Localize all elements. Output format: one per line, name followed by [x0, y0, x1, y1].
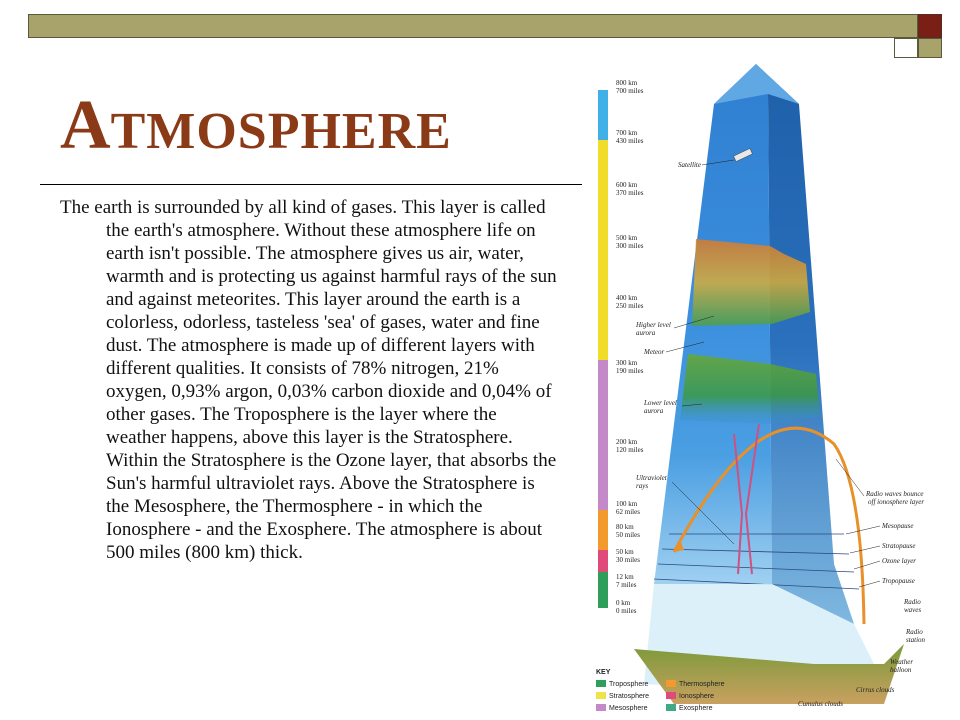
label-satellite: Satellite [678, 161, 701, 169]
key-title: KEY [596, 669, 611, 676]
key-label-thermosphere: Thermosphere [679, 681, 725, 688]
scale-mi-2: 370 miles [616, 189, 644, 197]
title-first-letter: A [60, 87, 111, 164]
scale-km-1: 700 km [616, 129, 638, 137]
label-mesopause: Mesopause [882, 522, 914, 530]
scale-km-2: 600 km [616, 181, 638, 189]
scale-bar-troposphere [598, 572, 608, 608]
scale-mi-6: 120 miles [616, 446, 644, 454]
scale-km-0: 800 km [616, 79, 638, 87]
title-divider [40, 184, 582, 185]
scale-mi-9: 30 miles [616, 556, 640, 564]
label-cirrus: Cirrus clouds [856, 686, 895, 694]
key-swatch-troposphere [596, 680, 606, 687]
label-lower-aurora-1: Lower level [644, 399, 677, 407]
label-lower-aurora-2: aurora [644, 407, 664, 415]
label-radio-station-2: station [906, 636, 926, 644]
label-cumulus: Cumulus clouds [798, 700, 843, 708]
small-white-square [894, 38, 918, 58]
altitude-scale [616, 79, 644, 615]
key-swatch-ionosphere [666, 692, 676, 699]
scale-km-9: 50 km [616, 548, 634, 556]
scale-km-4: 400 km [616, 294, 638, 302]
scale-km-5: 300 km [616, 359, 638, 367]
label-meteor: Meteor [644, 348, 665, 356]
scale-km-11: 0 km [616, 599, 631, 607]
scale-mi-5: 190 miles [616, 367, 644, 375]
scale-mi-8: 50 miles [616, 531, 640, 539]
label-radio-station-1: Radio [906, 628, 923, 636]
key-label-mesosphere: Mesosphere [609, 705, 648, 712]
scale-mi-4: 250 miles [616, 302, 644, 310]
scale-bar-thermosphere [598, 140, 608, 360]
label-weather-balloon-1: Weather [890, 658, 914, 666]
scale-km-10: 12 km [616, 573, 634, 581]
label-uv-1: Ultraviolet [636, 474, 667, 482]
label-radio-bounce-1: Radio waves bounce [866, 490, 924, 498]
scale-mi-7: 62 miles [616, 508, 640, 516]
scale-mi-0: 700 miles [616, 87, 644, 95]
label-uv-2: rays [636, 482, 649, 490]
label-ozone: Ozone layer [882, 557, 917, 565]
atmosphere-diagram-svg [584, 64, 944, 720]
key-swatch-exosphere [666, 704, 676, 711]
label-weather-balloon-2: balloon [890, 666, 912, 674]
small-olive-square [918, 38, 942, 58]
label-tropopause: Tropopause [882, 577, 915, 585]
label-stratopause: Stratopause [882, 542, 916, 550]
key-label-stratosphere: Stratosphere [609, 693, 650, 700]
slide-title [60, 86, 452, 166]
key-swatch-stratosphere [596, 692, 606, 699]
scale-km-7: 100 km [616, 500, 638, 508]
label-radio-waves-1: Radio [904, 598, 921, 606]
scale-mi-10: 7 miles [616, 581, 637, 589]
scale-mi-1: 430 miles [616, 137, 644, 145]
leader-mesopause [846, 526, 880, 534]
label-higher-aurora-1: Higher level [636, 321, 671, 329]
key-label-ionosphere: Ionosphere [679, 693, 715, 700]
leader-stratopause [850, 546, 880, 553]
atmosphere-tower [634, 64, 904, 704]
top-decorative-bar [28, 14, 918, 38]
label-higher-aurora-2: aurora [636, 329, 656, 337]
key-swatch-thermosphere [666, 680, 676, 687]
leader-ozone [854, 561, 880, 569]
key-label-troposphere: Troposphere [609, 681, 649, 688]
scale-bar-mesosphere [598, 360, 608, 510]
key-label-exosphere: Exosphere [679, 705, 713, 712]
top-red-square [918, 14, 942, 38]
key-swatch-mesosphere [596, 704, 606, 711]
scale-mi-11: 0 miles [616, 607, 637, 615]
leader-radio-bounce [836, 459, 864, 496]
scale-km-6: 200 km [616, 438, 638, 446]
scale-km-3: 500 km [616, 234, 638, 242]
scale-mi-3: 300 miles [616, 242, 644, 250]
body-paragraph: The earth is surrounded by all kind of gases. This layer is called the earth's atmosphere. Without these atmosphere life on earth isn't possible. The atmosphere gives us air, water, warmth and is protecting us against harmful rays of the sun and against meteorites. This layer around the earth is a colorless, odorless, tasteless 'sea' of gases, water and fine dust. The atmosphere is made up of different layers with different qualities. It consists of 78% nitrogen, 21% oxygen, 0,93% argon, 0,03% carbon dioxide and 0,04% of other gases. The Troposphere is the layer where the weather happens, above this layer is the Stratosphere. Within the Stratosphere is the Ozone layer, that absorbs the Sun's harmful ultraviolet rays. Above the Stratosphere is the Mesosphere, the Thermosphere - in which the Ionosphere - and the Exosphere. The atmosphere is about 500 miles (800 km) thick. [60, 197, 557, 563]
label-radio-bounce-2: off ionosphere layer [868, 498, 925, 506]
scale-km-8: 80 km [616, 523, 634, 531]
label-radio-waves-2: waves [904, 606, 922, 614]
title-rest: TMOSPHERE [110, 103, 452, 160]
scale-bar-ozone [598, 550, 608, 572]
atmosphere-diagram [584, 64, 944, 720]
